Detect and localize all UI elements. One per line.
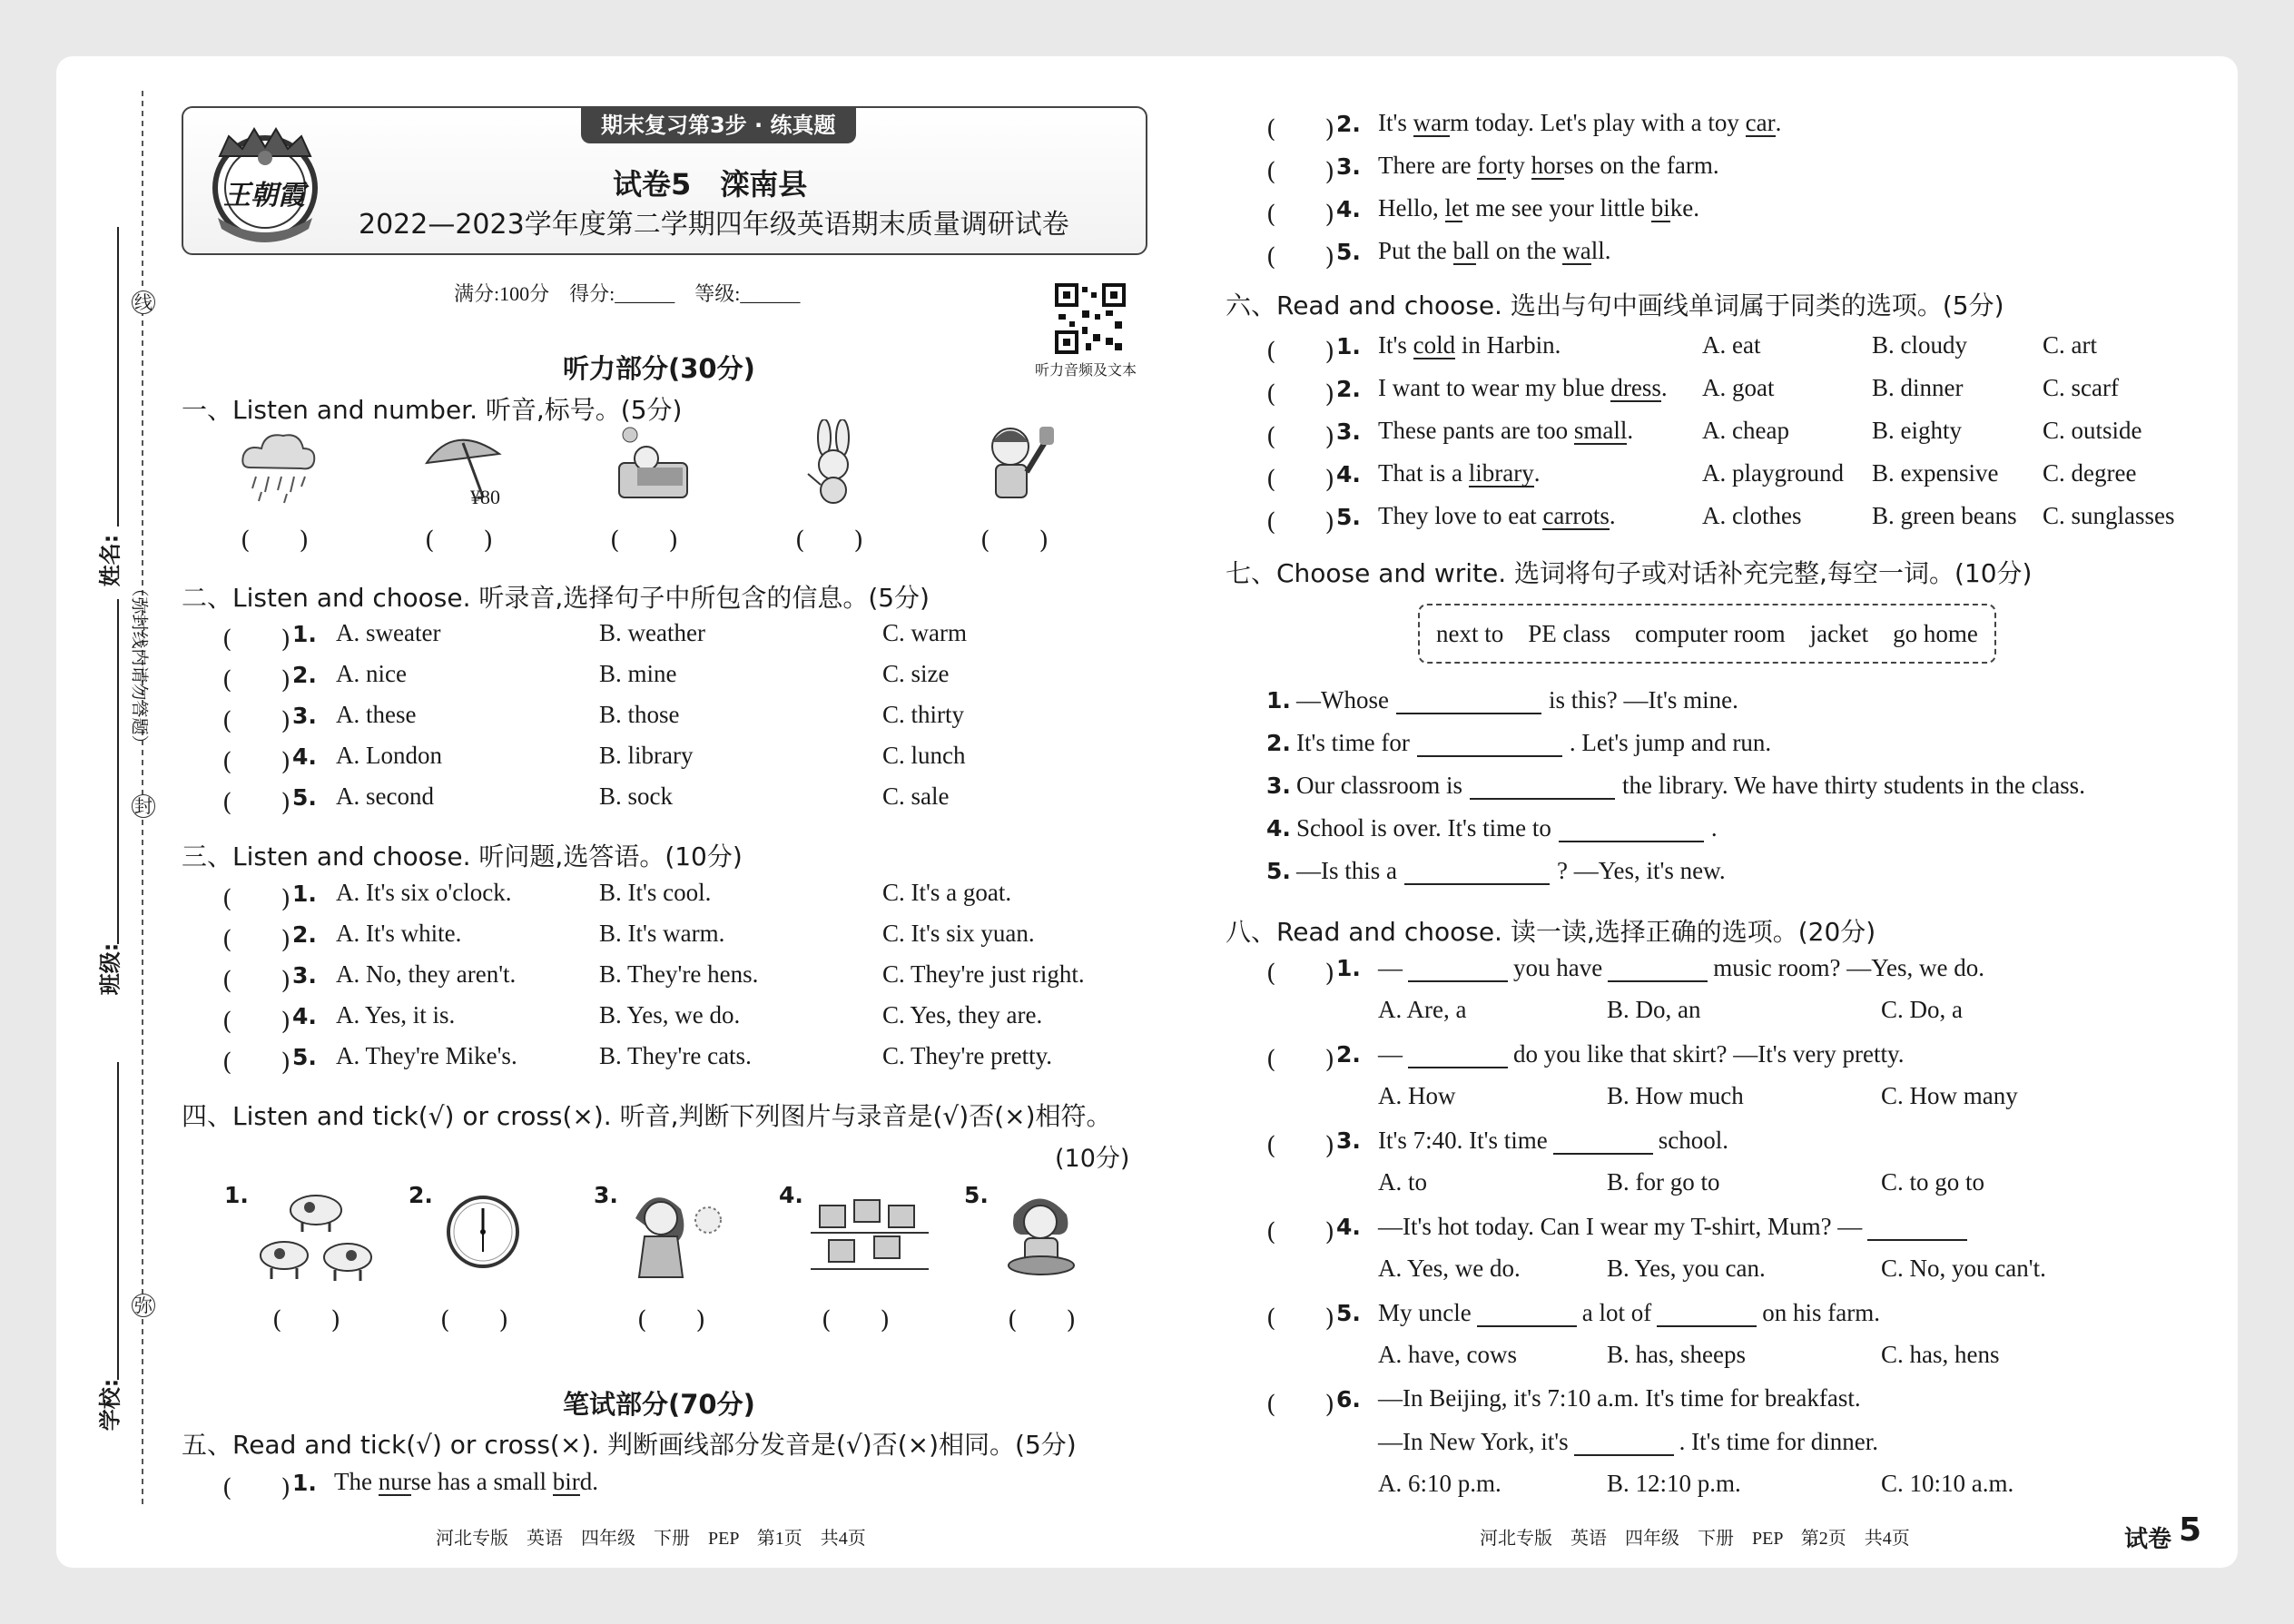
- answer-paren[interactable]: ( ): [1266, 380, 1335, 408]
- s1-answer-3[interactable]: ( ): [610, 527, 679, 555]
- stem-text: It's 7:40. It's time: [1378, 1127, 1548, 1154]
- answer-paren[interactable]: ( ): [222, 748, 291, 776]
- answer-paren[interactable]: ( ): [222, 707, 291, 735]
- sentence-text: .: [1710, 814, 1718, 842]
- question-stem: [1378, 1298, 1880, 1327]
- sentence: [1296, 856, 1726, 885]
- option-a: A. No, they aren't.: [336, 960, 517, 988]
- sentence-text: ke.: [1669, 194, 1699, 221]
- underlined-letters-1: ba: [1452, 237, 1476, 264]
- option-b: B. sock: [599, 782, 673, 810]
- underlined-letters-1: le: [1444, 194, 1462, 221]
- underlined-letters-2: hor: [1531, 152, 1564, 179]
- question-number: 5.: [292, 784, 317, 811]
- answer-paren[interactable]: ( ): [222, 1474, 291, 1502]
- question-number: 3.: [1336, 153, 1361, 180]
- answer-blank[interactable]: [1559, 813, 1704, 842]
- binding-mi: 弥: [132, 1294, 155, 1317]
- option-b: B. weather: [599, 619, 705, 646]
- written-heading: 笔试部分(70分): [563, 1389, 755, 1420]
- option-a: A. to: [1378, 1168, 1427, 1196]
- option-c: C. They're just right.: [882, 960, 1085, 988]
- option-b: B. green beans: [1872, 502, 2017, 529]
- sentence: [1378, 194, 1699, 222]
- option-a: A. these: [336, 701, 417, 728]
- answer-blank[interactable]: [1553, 1126, 1653, 1155]
- question-number: 5.: [1266, 858, 1291, 884]
- option-c: C. warm: [882, 619, 967, 646]
- sentence-text: —Whose: [1296, 686, 1389, 714]
- question-number: 1.: [292, 881, 317, 907]
- binding-margin: [97, 91, 191, 1543]
- answer-paren[interactable]: ( ): [222, 1048, 291, 1077]
- question-number: 3.: [1336, 418, 1361, 445]
- question-stem: [1378, 1384, 1861, 1412]
- option-b: B. cloudy: [1872, 331, 1967, 359]
- stem-text: on his farm.: [1762, 1299, 1880, 1326]
- badge-label: 试卷: [2124, 1526, 2172, 1553]
- underlined-letters-2: bi: [1650, 194, 1670, 221]
- answer-blank[interactable]: [1574, 1427, 1674, 1456]
- answer-paren[interactable]: ( ): [222, 666, 291, 694]
- option-c: C. to go to: [1881, 1168, 1985, 1196]
- sentence-text: Our classroom is: [1296, 772, 1462, 799]
- underlined-word: carrots: [1542, 502, 1610, 529]
- option-a: A. They're Mike's.: [336, 1042, 517, 1069]
- footer-left: 河北专版 英语 四年级 下册 PEP 第1页 共4页: [436, 1529, 866, 1549]
- s1-answer-4[interactable]: ( ): [795, 527, 864, 555]
- stem-text: a lot of: [1581, 1299, 1652, 1326]
- stem-text: you have: [1513, 954, 1603, 981]
- answer-paren[interactable]: ( ): [1266, 1218, 1335, 1246]
- option-c: C. Do, a: [1881, 996, 1963, 1023]
- option-c: C. sale: [882, 782, 950, 810]
- option-b: B. library: [599, 742, 694, 769]
- question-number: 3.: [1336, 1127, 1361, 1154]
- answer-blank[interactable]: [1867, 1212, 1967, 1241]
- stem-text: school.: [1658, 1127, 1728, 1154]
- sentence: [1296, 685, 1738, 714]
- option-c: C. outside: [2043, 417, 2142, 444]
- s4-answer-1[interactable]: ( ): [272, 1306, 341, 1334]
- answer-paren[interactable]: ( ): [222, 885, 291, 913]
- sentence-text: ses on the farm.: [1563, 152, 1719, 179]
- option-b: B. Yes, we do.: [599, 1001, 741, 1029]
- option-a: A. second: [336, 782, 434, 810]
- sentence-text: se has a small: [410, 1468, 553, 1495]
- sentence: [1378, 152, 1719, 180]
- answer-paren[interactable]: ( ): [1266, 158, 1335, 186]
- option-a: A. goat: [1702, 374, 1775, 401]
- option-a: A. 6:10 p.m.: [1378, 1470, 1501, 1497]
- name-label: 姓名:: [97, 534, 123, 587]
- s4-answer-2[interactable]: ( ): [440, 1306, 509, 1334]
- sentence: [1378, 417, 1633, 445]
- clock-icon: [445, 1194, 522, 1275]
- sentence-text: in Harbin.: [1455, 331, 1561, 359]
- question-number: 2.: [292, 921, 317, 948]
- option-a: A. nice: [336, 660, 407, 687]
- stem-text: . It's time for dinner.: [1679, 1428, 1878, 1455]
- girl-eating-icon: [1003, 1187, 1080, 1282]
- footer-right: 河北专版 英语 四年级 下册 PEP 第2页 共4页: [1480, 1529, 1910, 1549]
- s4-answer-5[interactable]: ( ): [1008, 1306, 1077, 1334]
- sentence-text: t me see your little: [1462, 194, 1651, 221]
- option-a: A. It's six o'clock.: [336, 879, 512, 906]
- girl-with-ball-icon: [626, 1182, 726, 1285]
- option-b: B. How much: [1607, 1082, 1744, 1109]
- answer-blank[interactable]: [1408, 953, 1508, 982]
- answer-paren[interactable]: ( ): [222, 926, 291, 954]
- binding-warning: （弥封线内请勿答题）: [129, 579, 150, 753]
- option-c: C. sunglasses: [2043, 502, 2175, 529]
- option-a: A. It's white.: [336, 920, 462, 947]
- sentence-text: the library. We have thirty students in the class.: [1621, 772, 2085, 799]
- sentence-text: It's: [1378, 109, 1413, 136]
- s1-answer-2[interactable]: ( ): [425, 527, 494, 555]
- stem-text: My uncle: [1378, 1299, 1472, 1326]
- option-b: B. They're cats.: [599, 1042, 752, 1069]
- qr-caption: 听力音频及文本: [1035, 361, 1137, 379]
- sentence-text: The: [334, 1468, 379, 1495]
- underlined-letters-2: wa: [1562, 237, 1591, 264]
- sentence: [1378, 237, 1611, 265]
- option-c: C. lunch: [882, 742, 966, 769]
- stem-text: —In New York, it's: [1378, 1428, 1569, 1455]
- answer-paren[interactable]: ( ): [222, 789, 291, 817]
- binding-feng: 封: [132, 794, 155, 818]
- answer-paren[interactable]: ( ): [1266, 508, 1335, 536]
- s4-answer-4[interactable]: ( ): [822, 1306, 891, 1334]
- question-number: 4.: [1266, 815, 1291, 842]
- qr-code[interactable]: [1055, 283, 1126, 354]
- answer-blank[interactable]: [1408, 1039, 1508, 1068]
- stem-text: —In Beijing, it's 7:10 a.m. It's time for breakfast.: [1378, 1384, 1861, 1412]
- question-number: 1.: [1266, 687, 1291, 714]
- answer-paren[interactable]: ( ): [222, 967, 291, 995]
- sentence-text: They love to eat: [1378, 502, 1543, 529]
- listening-heading: 听力部分(30分): [563, 353, 755, 384]
- sentence-text: Put the: [1378, 237, 1453, 264]
- answer-blank[interactable]: [1396, 685, 1541, 714]
- sentence-text: ll.: [1590, 237, 1611, 264]
- question-stem: [1378, 953, 1984, 982]
- question-number: 4.: [1336, 1214, 1361, 1240]
- option-b: B. expensive: [1872, 459, 1999, 487]
- logo-text: 王朝霞: [223, 181, 305, 211]
- answer-paren[interactable]: ( ): [1266, 243, 1335, 271]
- section-4-title: 四、Listen and tick(√) or cross(×). 听音,判断下列图片与录音是(√)否(×)相符。: [182, 1101, 1112, 1131]
- option-b: B. mine: [599, 660, 677, 687]
- question-number: 4.: [292, 743, 317, 770]
- option-a: A. Are, a: [1378, 996, 1467, 1023]
- sentence-text: .: [1660, 374, 1668, 401]
- underlined-word: cold: [1413, 331, 1456, 359]
- option-c: C. Yes, they are.: [882, 1001, 1043, 1029]
- answer-blank[interactable]: [1608, 953, 1708, 982]
- rabbit-icon: [797, 419, 870, 509]
- option-b: B. for go to: [1607, 1168, 1720, 1196]
- question-number: 1.: [292, 621, 317, 647]
- option-c: C. size: [882, 660, 950, 687]
- sentence-text: —Is this a: [1296, 857, 1397, 884]
- stem-text: music room? —Yes, we do.: [1713, 954, 1984, 981]
- option-b: B. Yes, you can.: [1607, 1255, 1766, 1282]
- answer-paren[interactable]: ( ): [1266, 960, 1335, 988]
- option-c: C. It's a goat.: [882, 879, 1012, 906]
- stem-text: —It's hot today. Can I wear my T-shirt, Mum? —: [1378, 1213, 1863, 1240]
- sentence-text: Hello,: [1378, 194, 1445, 221]
- question-stem: [1378, 1039, 1905, 1068]
- question-number: 3.: [1266, 773, 1291, 799]
- answer-paren[interactable]: ( ): [1266, 1046, 1335, 1074]
- sentence: [1378, 331, 1561, 359]
- answer-paren[interactable]: ( ): [1266, 466, 1335, 494]
- boy-waving-icon: [976, 419, 1058, 509]
- sentence-text: I want to wear my blue: [1378, 374, 1611, 401]
- answer-blank[interactable]: [1417, 728, 1562, 757]
- option-a: A. playground: [1702, 459, 1844, 487]
- stem-text: —: [1378, 1040, 1403, 1068]
- option-b: B. those: [599, 701, 680, 728]
- option-a: A. Yes, it is.: [336, 1001, 456, 1029]
- sentence-text: .: [1627, 417, 1634, 444]
- answer-paren[interactable]: ( ): [1266, 423, 1335, 451]
- question-number: 4.: [1336, 196, 1361, 222]
- question-number: 2.: [1336, 376, 1361, 402]
- option-a: A. sweater: [336, 619, 441, 646]
- answer-paren[interactable]: ( ): [222, 1008, 291, 1036]
- underlined-letters-2: car: [1745, 109, 1776, 136]
- sentence: [1378, 502, 1616, 530]
- s4-num-4: 4.: [779, 1182, 803, 1208]
- option-c: C. has, hens: [1881, 1341, 2000, 1368]
- sentence-text: These pants are too: [1378, 417, 1574, 444]
- underlined-letters-2: bir: [552, 1468, 580, 1495]
- question-stem: [1378, 1126, 1728, 1155]
- question-number: 2.: [1266, 730, 1291, 756]
- answer-paren[interactable]: ( ): [1266, 338, 1335, 366]
- sentence-text: .: [1609, 502, 1616, 529]
- option-c: C. thirty: [882, 701, 965, 728]
- sentence-text: ? —Yes, it's new.: [1557, 857, 1726, 884]
- option-a: A. have, cows: [1378, 1341, 1517, 1368]
- s4-num-3: 3.: [594, 1182, 618, 1208]
- answer-blank[interactable]: [1477, 1298, 1577, 1327]
- sentence-text: ty: [1505, 152, 1531, 179]
- class-label: 班级:: [97, 942, 123, 996]
- paper-subtitle: 2022—2023学年度第二学期四年级英语期末质量调研试卷: [359, 209, 1069, 241]
- question-number: 3.: [292, 703, 317, 729]
- question-number: 5.: [1336, 1300, 1361, 1326]
- section-4-points: (10分): [1055, 1145, 1130, 1173]
- section-1-title: 一、Listen and number. 听音,标号。(5分): [182, 395, 683, 425]
- answer-paren[interactable]: ( ): [1266, 1132, 1335, 1160]
- stem-text: —: [1378, 954, 1403, 981]
- question-number: 2.: [1336, 111, 1361, 137]
- question-number: 5.: [292, 1044, 317, 1070]
- option-c: C. No, you can't.: [1881, 1255, 2046, 1282]
- section-2-title: 二、Listen and choose. 听录音,选择句子中所包含的信息。(5分): [182, 583, 930, 613]
- option-b: B. It's warm.: [599, 920, 725, 947]
- sentence-text: m today. Let's play with a toy: [1450, 109, 1746, 136]
- option-a: A. clothes: [1702, 502, 1802, 529]
- section-5-title: 五、Read and tick(√) or cross(×). 判断画线部分发音是(√)否(×)相同。(5分): [182, 1430, 1077, 1460]
- option-c: C. degree: [2043, 459, 2137, 487]
- option-b: B. It's cool.: [599, 879, 712, 906]
- question-number: 4.: [292, 1003, 317, 1029]
- option-b: B. Do, an: [1607, 996, 1701, 1023]
- computers-icon: [811, 1196, 929, 1282]
- answer-paren[interactable]: ( ): [1266, 1304, 1335, 1333]
- badge-number: 5: [2179, 1511, 2202, 1549]
- answer-paren[interactable]: ( ): [1266, 201, 1335, 229]
- option-a: A. London: [336, 742, 442, 769]
- s4-num-5: 5.: [964, 1182, 989, 1208]
- sentence-text: d.: [579, 1468, 598, 1495]
- sentence-text: ll on the: [1476, 237, 1563, 264]
- underlined-word: library: [1468, 459, 1534, 487]
- sentence: [334, 1468, 598, 1496]
- step-label: 期末复习第3步 · 练真题: [581, 107, 856, 143]
- question-number: 3.: [292, 962, 317, 989]
- option-c: C. It's six yuan.: [882, 920, 1035, 947]
- option-b: B. 12:10 p.m.: [1607, 1470, 1741, 1497]
- option-b: B. eighty: [1872, 417, 1962, 444]
- stem-text: do you like that skirt? —It's very pretty.: [1513, 1040, 1905, 1068]
- answer-paren[interactable]: ( ): [1266, 1391, 1335, 1419]
- question-number: 1.: [1336, 333, 1361, 359]
- boy-in-bed-icon: [610, 422, 692, 507]
- option-a: A. How: [1378, 1082, 1456, 1109]
- sentence-text: That is a: [1378, 459, 1469, 487]
- underlined-letters-1: for: [1477, 152, 1506, 179]
- question-number: 5.: [1336, 504, 1361, 530]
- option-a: A. Yes, we do.: [1378, 1255, 1521, 1282]
- sentence: [1296, 728, 1771, 757]
- question-number: 5.: [1336, 239, 1361, 265]
- answer-blank[interactable]: [1404, 856, 1550, 885]
- word-box: next to PE class computer room jacket go home: [1418, 604, 1996, 664]
- question-number: 1.: [1336, 955, 1361, 981]
- section-6-title: 六、Read and choose. 选出与句中画线单词属于同类的选项。(5分): [1226, 290, 2004, 320]
- sentence-text: There are: [1378, 152, 1478, 179]
- option-b: B. They're hens.: [599, 960, 759, 988]
- answer-blank[interactable]: [1657, 1298, 1757, 1327]
- underlined-letters-1: war: [1413, 109, 1451, 136]
- section-3-title: 三、Listen and choose. 听问题,选答语。(10分): [182, 842, 743, 871]
- binding-xian: 线: [132, 290, 155, 314]
- question-stem: [1378, 1212, 1973, 1241]
- school-label: 学校:: [97, 1378, 123, 1432]
- question-number: 1.: [292, 1470, 317, 1496]
- sentence-text: It's: [1378, 331, 1413, 359]
- question-number: 4.: [1336, 461, 1361, 487]
- rain-cloud-icon: [236, 427, 318, 507]
- option-b: B. dinner: [1872, 374, 1964, 401]
- question-stem-line-2: [1378, 1427, 1878, 1456]
- answer-blank[interactable]: [1470, 771, 1615, 800]
- sentence-text: .: [1775, 109, 1782, 136]
- section-7-title: 七、Choose and write. 选词将句子或对话补充完整,每空一词。(10分): [1226, 558, 2033, 588]
- qr-code-icon: [1055, 283, 1126, 354]
- answer-paren[interactable]: ( ): [222, 625, 291, 654]
- sentence: [1378, 459, 1540, 487]
- s1-answer-1[interactable]: ( ): [241, 527, 310, 555]
- sentence-text: is this? —It's mine.: [1548, 686, 1738, 714]
- underlined-word: dress: [1610, 374, 1661, 401]
- score-line: 满分:100分 得分:______ 等级:______: [454, 282, 801, 305]
- cows-icon: [257, 1185, 375, 1288]
- paper-title: 试卷5 滦南县: [613, 167, 808, 202]
- underlined-letters-1: nur: [378, 1468, 411, 1495]
- section-8-title: 八、Read and choose. 读一读,选择正确的选项。(20分): [1226, 917, 1876, 947]
- s4-num-2: 2.: [409, 1182, 433, 1208]
- s1-answer-5[interactable]: ( ): [980, 527, 1049, 555]
- sentence-text: . Let's jump and run.: [1569, 729, 1772, 756]
- option-c: C. scarf: [2043, 374, 2119, 401]
- sentence-text: School is over. It's time to: [1296, 814, 1551, 842]
- option-c: C. How many: [1881, 1082, 2018, 1109]
- option-c: C. They're pretty.: [882, 1042, 1053, 1069]
- option-b: B. has, sheeps: [1607, 1341, 1746, 1368]
- underlined-word: small: [1573, 417, 1628, 444]
- option-c: C. 10:10 a.m.: [1881, 1470, 2014, 1497]
- option-c: C. art: [2043, 331, 2097, 359]
- sentence: [1378, 374, 1668, 402]
- question-number: 2.: [292, 662, 317, 688]
- sentence: [1296, 771, 2085, 800]
- question-number: 6.: [1336, 1386, 1361, 1412]
- price-tag: ¥80: [470, 486, 500, 508]
- logo: [202, 120, 329, 247]
- sentence-text: .: [1533, 459, 1541, 487]
- option-a: A. eat: [1702, 331, 1761, 359]
- s4-num-1: 1.: [224, 1182, 249, 1208]
- option-a: A. cheap: [1702, 417, 1789, 444]
- sentence: [1378, 109, 1781, 137]
- s4-answer-3[interactable]: ( ): [637, 1306, 706, 1334]
- sentence: [1296, 813, 1718, 842]
- sentence-text: It's time for: [1296, 729, 1410, 756]
- answer-paren[interactable]: ( ): [1266, 115, 1335, 143]
- question-number: 2.: [1336, 1041, 1361, 1068]
